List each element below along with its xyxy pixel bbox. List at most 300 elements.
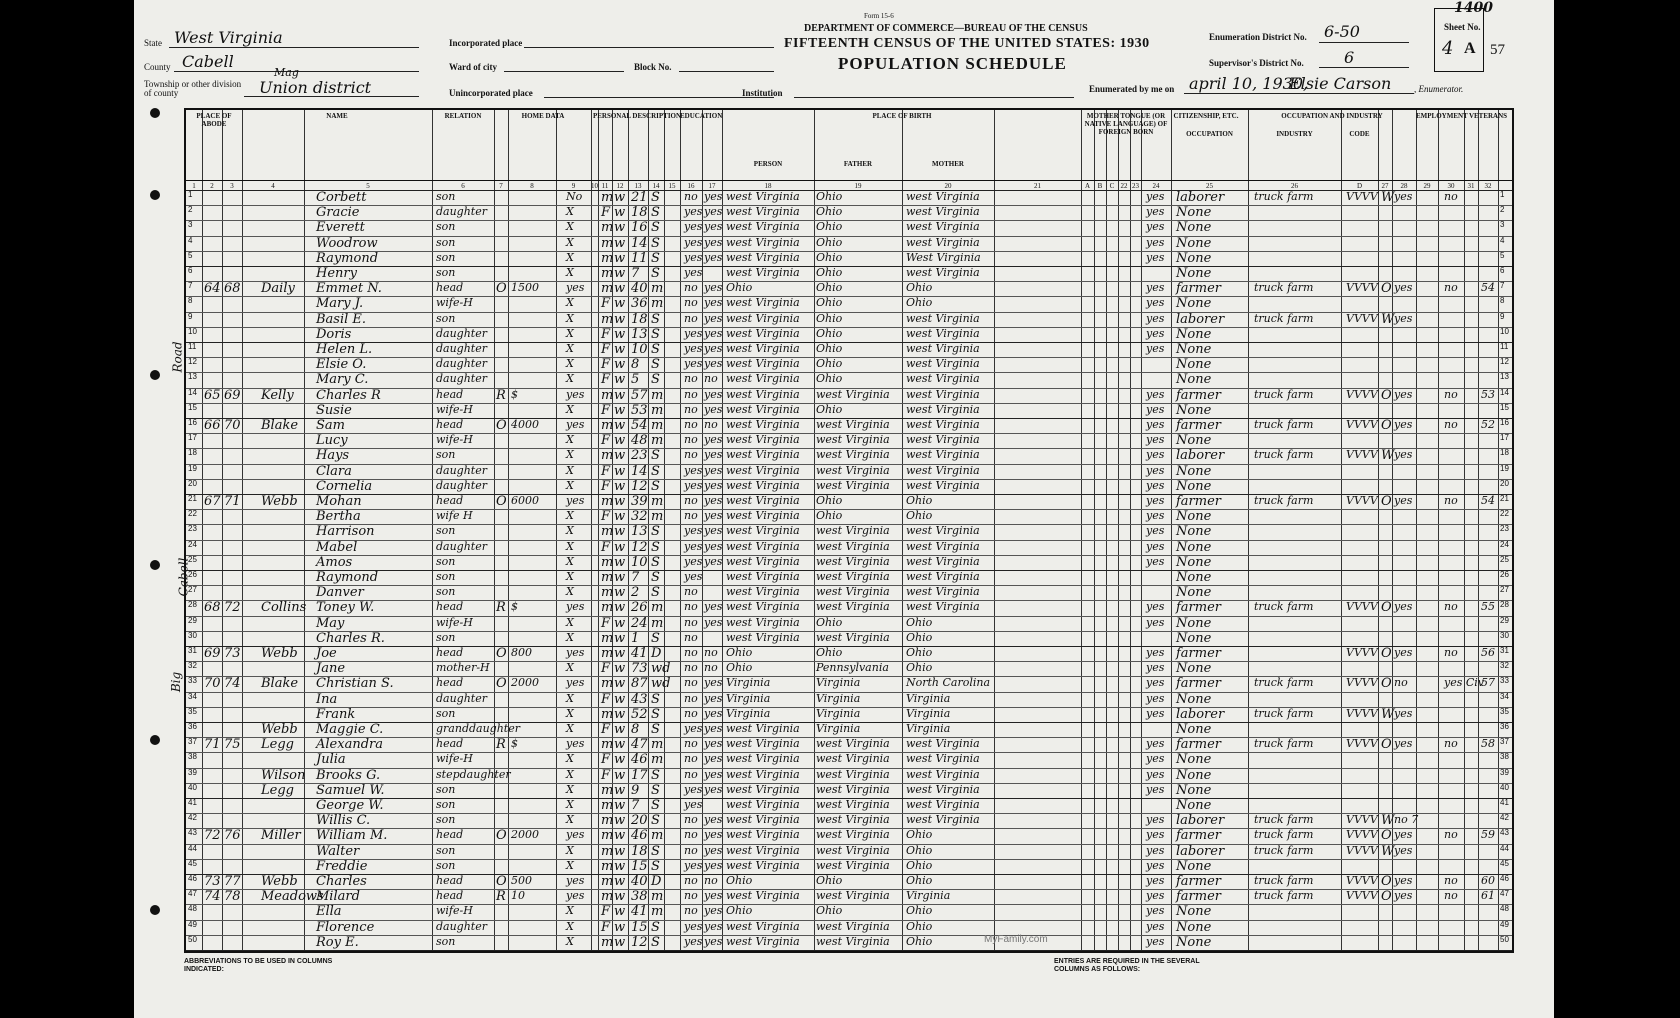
cell-birth-father: Virginia [816, 722, 861, 735]
cell-n: 21 [188, 494, 197, 503]
cell-sex: m [601, 387, 614, 403]
cell-marital: m [651, 418, 664, 433]
column-group-heading: RELATION [444, 112, 482, 120]
column-number: 3 [230, 182, 234, 190]
cell-race: w [614, 585, 626, 601]
cell-school: yes [684, 722, 703, 735]
cell-sex: F [601, 752, 611, 768]
institution-label: Institution [742, 88, 783, 98]
cell-birth-father: west Virginia [816, 433, 890, 447]
cell-occupation: farmer [1176, 281, 1222, 297]
cell-relation: son [436, 798, 456, 811]
cell-occ-code: VVVV [1346, 737, 1378, 751]
header-rule [186, 180, 1512, 181]
cell-birth-father: Ohio [816, 266, 843, 279]
cell-sex: F [601, 372, 611, 388]
cell-school: no [684, 676, 698, 690]
cell-marital: S [651, 706, 660, 722]
state-value: West Virginia [174, 28, 283, 47]
cell-read: yes [704, 387, 723, 401]
cell-birth-mother: west Virginia [906, 554, 980, 568]
cell-line-number-right: 46 [1500, 874, 1509, 883]
cell-vet: no [1444, 889, 1458, 903]
cell-relation: son [436, 813, 456, 827]
cell-sex: m [601, 646, 614, 661]
table-row [186, 252, 1512, 267]
cell-age: 10 [631, 554, 648, 570]
cell-age: 12 [631, 934, 648, 950]
cell-birth-person: west Virginia [726, 418, 800, 431]
table-row [186, 921, 1512, 936]
cell-marital: m [651, 904, 664, 920]
ward-label: Ward of city [449, 62, 497, 72]
sheet-value: 4 [1442, 38, 1454, 59]
cell-line-number-right: 20 [1500, 478, 1509, 488]
cell-occupation: None [1176, 722, 1212, 737]
cell-occ-code: VVVV [1346, 813, 1378, 827]
cell-n: 10 [188, 326, 197, 336]
cell-marital: S [651, 326, 660, 342]
cell-race: w [614, 326, 626, 342]
cell-n: 34 [188, 691, 197, 701]
cell-birth-person: west Virginia [726, 737, 800, 751]
cell-relation: head [436, 494, 464, 507]
cell-n: 16 [188, 418, 197, 427]
cell-sex: m [601, 554, 614, 570]
cell-line-number-right: 10 [1500, 326, 1509, 336]
cell-birth-person: west Virginia [726, 570, 800, 583]
cell-occupation: None [1176, 752, 1212, 768]
cell-line-number-right: 6 [1500, 266, 1505, 275]
cell-sex: F [601, 615, 611, 631]
cell-school: yes [684, 782, 703, 796]
cell-given: Amos [316, 554, 353, 570]
cell-birth-father: Ohio [816, 904, 843, 918]
cell-vet: no [1444, 387, 1458, 401]
cell-school: no [684, 402, 698, 416]
cell-house: 74 [204, 889, 221, 905]
cell-birth-person: west Virginia [726, 585, 800, 599]
cell-surname: Miller [261, 828, 301, 844]
cell-house: 68 [204, 600, 221, 616]
cell-school: no [684, 813, 698, 827]
cell-radio: yes [566, 387, 585, 401]
cell-radio: X [566, 235, 574, 249]
cell-school: no [684, 585, 698, 599]
cell-race: w [614, 494, 626, 509]
cell-given: Basil E. [316, 311, 367, 327]
cell-value: 6000 [511, 494, 539, 507]
cell-radio: X [566, 326, 574, 340]
cell-age: 26 [631, 600, 648, 616]
cell-sex: m [601, 266, 614, 281]
cell-race: w [614, 813, 626, 829]
cell-given: Christian S. [316, 676, 394, 692]
column-number: 21 [1034, 182, 1041, 190]
cell-given: Ina [316, 691, 338, 707]
cell-occupation: None [1176, 615, 1212, 631]
cell-n: 4 [188, 235, 193, 245]
cell-age: 7 [631, 266, 640, 281]
cell-birth-person: west Virginia [726, 478, 800, 492]
cell-industry: truck farm [1254, 889, 1314, 903]
cell-house: 65 [204, 387, 221, 403]
cell-radio: X [566, 934, 574, 948]
cell-age: 48 [631, 433, 648, 449]
cell-age: 53 [631, 402, 648, 418]
cell-school: yes [684, 326, 703, 340]
cell-given: Bertha [316, 509, 361, 525]
cell-school: no [684, 387, 698, 401]
cell-birth-father: Virginia [816, 706, 861, 720]
cell-relation: head [436, 646, 464, 659]
cell-race: w [614, 600, 626, 616]
cell-age: 1 [631, 630, 640, 646]
cell-birth-father: Virginia [816, 676, 861, 690]
cell-marital: m [651, 600, 664, 616]
cell-english: yes [1146, 676, 1165, 690]
cell-line-number-right: 39 [1500, 767, 1509, 777]
cell-birth-mother: Ohio [906, 828, 933, 842]
cell-given: Ella [316, 904, 342, 920]
cell-industry: truck farm [1254, 448, 1314, 462]
cell-sex: m [601, 782, 614, 798]
cell-school: no [684, 190, 698, 203]
cell-birth-father: Ohio [816, 326, 843, 340]
cell-class: W [1381, 311, 1395, 327]
cell-birth-father: Ohio [816, 220, 843, 234]
column-number: B [1097, 182, 1103, 190]
cell-sex: m [601, 630, 614, 646]
cell-race: w [614, 418, 626, 433]
cell-marital: D [651, 874, 662, 889]
cell-line-number-right: 30 [1500, 630, 1509, 640]
cell-birth-father: Ohio [816, 646, 843, 659]
cell-n: 7 [188, 281, 193, 291]
cell-n: 42 [188, 813, 197, 823]
table-row [186, 677, 1512, 692]
table-row [186, 328, 1512, 343]
cell-english: yes [1146, 889, 1165, 903]
cell-industry: truck farm [1254, 494, 1314, 507]
cell-industry: truck farm [1254, 600, 1314, 614]
cell-surname: Collins [261, 600, 307, 616]
cell-birth-mother: west Virginia [906, 539, 980, 553]
cell-marital: wd [651, 661, 671, 677]
cell-english: yes [1146, 554, 1165, 568]
cell-own: O [496, 418, 507, 433]
cell-marital: m [651, 402, 664, 418]
table-row [186, 221, 1512, 236]
cell-race: w [614, 706, 626, 722]
cell-birth-mother: west Virginia [906, 448, 980, 462]
cell-birth-father: Ohio [816, 190, 843, 203]
block-label: Block No. [634, 62, 672, 72]
cell-fam: 72 [224, 600, 241, 616]
cell-relation: son [436, 448, 456, 462]
cell-school: no [684, 600, 698, 614]
cell-birth-father: Virginia [816, 691, 861, 705]
table-row [186, 191, 1512, 206]
cell-fam: 76 [224, 828, 241, 844]
cell-given: Corbett [316, 190, 367, 205]
column-number: 24 [1152, 182, 1160, 190]
cell-birth-person: west Virginia [726, 509, 800, 523]
cell-race: w [614, 342, 626, 357]
occupation-subheading: CODE [1349, 130, 1370, 138]
column-group-heading: HOME DATA [521, 112, 565, 120]
cell-race: w [614, 372, 626, 388]
cell-surname: Blake [261, 418, 299, 433]
table-row [186, 404, 1512, 419]
cell-age: 20 [631, 813, 648, 829]
cell-n: 11 [188, 342, 197, 351]
cell-radio: X [566, 782, 574, 796]
column-number: 16 [687, 182, 695, 190]
cell-occupation: farmer [1176, 676, 1222, 692]
cell-farm-sched: 61 [1481, 889, 1495, 903]
cell-value: 2000 [511, 828, 539, 842]
cell-school: no [684, 843, 698, 857]
cell-relation: daughter [436, 326, 487, 340]
cell-school: yes [684, 539, 703, 553]
cell-sex: F [601, 539, 611, 555]
cell-n: 22 [188, 509, 197, 519]
cell-farm-sched: 59 [1481, 828, 1495, 842]
cell-radio: X [566, 570, 574, 583]
column-number: 22 [1120, 182, 1128, 190]
column-number: 7 [499, 182, 503, 190]
cell-english: yes [1146, 767, 1165, 781]
cell-birth-mother: West Virginia [906, 250, 981, 264]
cell-english: yes [1146, 706, 1165, 720]
table-row [186, 708, 1512, 723]
cell-read: yes [704, 296, 723, 310]
cell-given: Walter [316, 843, 360, 859]
table-row [186, 769, 1512, 784]
cell-race: w [614, 843, 626, 859]
cell-age: 13 [631, 524, 648, 540]
cell-line-number-right: 25 [1500, 554, 1509, 564]
table-row [186, 313, 1512, 328]
cell-occupation: farmer [1176, 646, 1222, 661]
cell-age: 87 [631, 676, 648, 692]
cell-marital: S [651, 934, 660, 950]
cell-radio: X [566, 357, 574, 371]
cell-relation: wife-H [436, 904, 473, 918]
cell-school: no [684, 661, 698, 675]
cell-birth-person: west Virginia [726, 524, 800, 538]
cell-relation: head [436, 418, 464, 431]
cell-birth-person: west Virginia [726, 600, 800, 614]
cell-birth-person: Ohio [726, 646, 753, 659]
cell-line-number-right: 42 [1500, 813, 1509, 823]
cell-class: O [1381, 828, 1392, 844]
column-number: 19 [854, 182, 862, 190]
cell-age: 54 [631, 418, 648, 433]
cell-relation: son [436, 250, 456, 264]
entries-title: ENTRIES ARE REQUIRED IN THE SEVERAL COLUMNS AS FOLLOWS: [1054, 958, 1200, 973]
cell-class: O [1381, 418, 1392, 433]
cell-birth-father: west Virginia [816, 889, 890, 903]
cell-read: yes [704, 919, 723, 933]
cell-line-number-right: 41 [1500, 798, 1509, 807]
cell-read: yes [704, 828, 723, 842]
cell-value: 4000 [511, 418, 539, 431]
cell-industry: truck farm [1254, 387, 1314, 401]
cell-english: yes [1146, 494, 1165, 507]
column-number: A [1084, 182, 1091, 190]
cell-given: Woodrow [316, 235, 378, 251]
cell-radio: X [566, 250, 574, 264]
cell-birth-mother: west Virginia [906, 782, 980, 796]
cell-given: Mabel [316, 539, 358, 555]
cell-n: 49 [188, 919, 197, 929]
cell-value: $ [511, 737, 518, 751]
cell-read: no [704, 661, 718, 675]
cell-age: 38 [631, 889, 648, 905]
cell-birth-mother: west Virginia [906, 463, 980, 477]
cell-n: 46 [188, 874, 197, 883]
punch-hole [150, 190, 160, 200]
cell-n: 47 [188, 889, 197, 899]
cell-birth-father: west Virginia [816, 418, 890, 431]
table-row [186, 601, 1512, 616]
table-row [186, 784, 1512, 799]
cell-birth-mother: west Virginia [906, 266, 980, 279]
cell-given: Toney W. [316, 600, 375, 616]
cell-occupation: laborer [1176, 448, 1225, 464]
cell-age: 43 [631, 691, 648, 707]
column-group-heading: PERSONAL DESCRIPTION [592, 112, 682, 120]
cell-radio: X [566, 843, 574, 857]
cell-industry: truck farm [1254, 843, 1314, 857]
cell-birth-mother: west Virginia [906, 372, 980, 386]
cell-english: yes [1146, 919, 1165, 933]
cell-birth-mother: Ohio [906, 934, 933, 948]
cell-sex: m [601, 737, 614, 753]
cell-birth-mother: Ohio [906, 630, 933, 644]
cell-radio: X [566, 630, 574, 644]
cell-class: O [1381, 281, 1392, 297]
cell-value: $ [511, 600, 518, 614]
cell-race: w [614, 691, 626, 707]
cell-marital: D [651, 646, 662, 661]
cell-birth-mother: Ohio [906, 919, 933, 933]
cell-birth-father: Pennsylvania [816, 661, 889, 675]
cell-occ-code: VVVV [1346, 706, 1378, 720]
cell-marital: m [651, 752, 664, 768]
table-row [186, 586, 1512, 601]
cell-race: w [614, 630, 626, 646]
cell-birth-mother: west Virginia [906, 387, 980, 401]
cell-occupation: None [1176, 524, 1212, 540]
column-number: 5 [366, 182, 370, 190]
cell-occupation: laborer [1176, 706, 1225, 722]
cell-house: 72 [204, 828, 221, 844]
cell-age: 73 [631, 661, 648, 677]
table-row [186, 814, 1512, 829]
cell-occupation: None [1176, 782, 1212, 798]
cell-line-number-right: 50 [1500, 934, 1509, 944]
cell-read: yes [704, 478, 723, 492]
table-row [186, 449, 1512, 464]
cell-occupation: None [1176, 570, 1212, 585]
cell-birth-person: west Virginia [726, 205, 800, 219]
cell-age: 15 [631, 858, 648, 874]
cell-race: w [614, 478, 626, 494]
cell-read: yes [704, 205, 723, 219]
cell-marital: m [651, 737, 664, 753]
cell-occupation: None [1176, 858, 1212, 874]
cell-work: yes [1394, 874, 1413, 887]
county-label: County [144, 62, 171, 72]
cell-sex: F [601, 691, 611, 707]
table-row [186, 267, 1512, 282]
cell-birth-mother: Virginia [906, 889, 951, 903]
cell-race: w [614, 828, 626, 844]
table-row [186, 434, 1512, 449]
cell-birth-person: west Virginia [726, 357, 800, 371]
census-sheet [134, 0, 1554, 1018]
cell-birth-mother: west Virginia [906, 311, 980, 325]
cell-line-number-right: 5 [1500, 250, 1505, 260]
cell-marital: m [651, 615, 664, 631]
cell-age: 46 [631, 828, 648, 844]
cell-school: no [684, 615, 698, 629]
population-table [184, 108, 1514, 953]
cell-school: no [684, 509, 698, 523]
cell-line-number-right: 49 [1500, 919, 1509, 929]
cell-birth-mother: Virginia [906, 706, 951, 720]
cell-birth-father: west Virginia [816, 934, 890, 948]
column-number: 2 [210, 182, 214, 190]
cell-occupation: laborer [1176, 190, 1225, 205]
sheet-label: Sheet No. [1444, 22, 1481, 32]
cell-birth-person: Virginia [726, 691, 771, 705]
cell-school: yes [684, 554, 703, 568]
cell-marital: S [651, 220, 660, 236]
cell-radio: X [566, 858, 574, 872]
column-group-heading: PLACE OF BIRTH [872, 112, 932, 120]
cell-surname: Webb [261, 646, 298, 661]
cell-n: 19 [188, 463, 197, 473]
cell-birth-father: west Virginia [816, 737, 890, 751]
cell-english: yes [1146, 691, 1165, 705]
cell-value: 800 [511, 646, 532, 659]
cell-given: Willis C. [316, 813, 371, 829]
cell-farm-sched: 53 [1481, 387, 1495, 401]
cell-birth-father: Ohio [816, 874, 843, 887]
cell-race: w [614, 858, 626, 874]
cell-radio: yes [566, 737, 585, 751]
cell-line-number-right: 14 [1500, 387, 1509, 397]
cell-vet: no [1444, 600, 1458, 614]
cell-surname: Legg [261, 737, 294, 753]
table-row [186, 723, 1512, 738]
cell-given: Milard [316, 889, 360, 905]
cell-occupation: None [1176, 372, 1212, 388]
cell-age: 41 [631, 904, 648, 920]
cell-read: yes [704, 722, 723, 735]
cell-age: 46 [631, 752, 648, 768]
cell-read: yes [704, 342, 723, 355]
cell-class: O [1381, 874, 1392, 889]
cell-age: 32 [631, 509, 648, 525]
cell-house: 69 [204, 646, 221, 661]
cell-birth-father: Ohio [816, 357, 843, 371]
cell-birth-father: west Virginia [816, 387, 890, 401]
